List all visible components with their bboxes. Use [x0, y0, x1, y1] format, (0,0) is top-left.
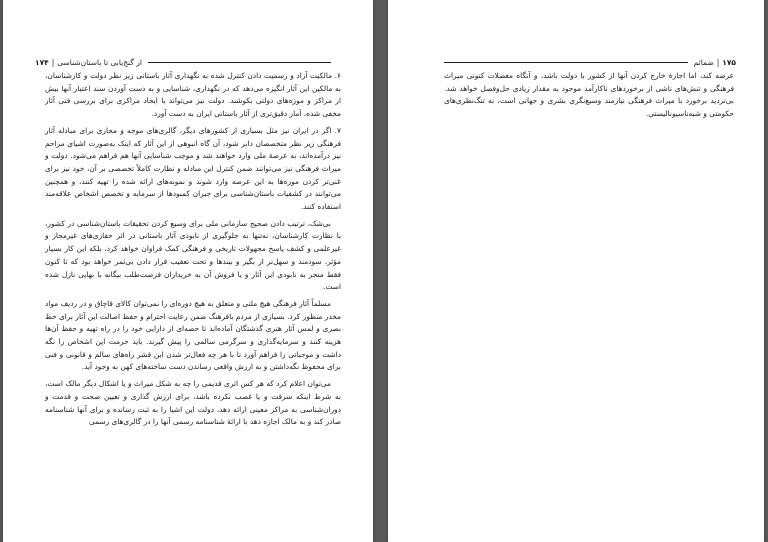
left-header-title: از گنج‌یابی تا باستان‌شناسی: [57, 58, 142, 67]
paragraph: می‌توان اعلام کرد که هر کس اثری قدیمی را چه به شکل میراث و یا اشکال دیگر مالک است، به شرط اینکه سرقت و یا غصب نکرده باشد، برای ارزش گذاری و تعیین صحت و قدمت و دوران‌شناسی به مراکز معینی ارائه دهد، دولت این اشیا را به ثبت رسانده و برای آنها شناسنامه صادر کند و به مالک اجازه دهد با ارائهٔ شناسنامه رسمی آنها را در گالری‌های رسمی: [45, 379, 341, 427]
right-page: [388, 0, 764, 542]
left-page: [3, 0, 373, 542]
running-head-separator: |: [51, 58, 55, 67]
paragraph: ۶. مالکیت آزاد و رسمیت دادن کنترل شده به نگهداری آثار باستانی زیر نظر دولت و کارشناسان، به مالکین این آثار انگیزه می‌دهد که در نگهداری، شناسایی و به دست آوردن سند اعتبار آنها بیش از مراکز و موزه‌های دولتی بکوشند. دولت نیز می‌تواند با ایجاد مراکزی برای بررسی فنی آثار مخفی شده، آمار دقیق‌تری از آثار باستانی ایران به دست آورد.: [45, 71, 341, 119]
left-body-text: [45, 70, 341, 433]
left-running-head: [35, 58, 331, 67]
paragraph: ۷. اگر در ایران نیز مثل بسیاری از کشورهای دیگر، گالری‌های موجه و مجازی برای مبادله آثار فرهنگی زیر نظر متخصصان دایر شود، آن گاه انبوهی از این آثار که اینک به‌صورت اشیای مزاحم نیز درآمده‌اند، به عرصهٔ ملی وارد خواهند شد و موجب شناسایی آنها هم فراهم می‌شود. دولت و میراث فرهنگی نیز می‌توانند ضمن کنترل این مبادله و نظارت کاملاً تخصصی بر آن، خود نیز برای غنی‌تر کردن موزه‌ها به این عرصه وارد شوند و نمونه‌های ارائه شده را تهیه کنند، و همچنین می‌توانند در کشفیات باستان‌شناسی برای جبران کمبودها از سرمایه و تخصص اشخاص علاقه‌مند استفاده کنند.: [45, 125, 341, 212]
right-running-head: [444, 58, 736, 67]
right-body-text: [444, 70, 734, 125]
left-page-number: ۱۷۴: [35, 58, 49, 67]
right-header-rule: [444, 62, 688, 63]
running-head-separator: |: [716, 58, 720, 67]
right-header-title: ضمائم: [693, 58, 714, 67]
left-header-rule: [148, 62, 331, 63]
paragraph: بی‌شک، ترتیب دادن صحیح سازمانی ملی برای وسیع کردن تحقیقات باستان‌شناسی در کشور، با نظارت کارشناسان، نه‌تنها به جلوگیری از نابودی آثار باستانی در اثر حفاری‌های غیرمجاز و غیرعلمی و کشف پاسخ مجهولات تاریخی و فرهنگی کمک فراوان خواهد کرد، بلکه این کار بسیار مؤثر، سودمند و سهل‌تر از بگیر و ببندها و تحت تعقیب قرار دادن بی‌ثمر خواهد بود که تا کنون فقط منجر به نابودی این آثار و یا فروش آن به خریداران فرصت‌طلب بیگانه با بهایی نازل شده است.: [45, 218, 341, 292]
paragraph: مسلماً آثار فرهنگی هیچ ملتی و متعلق به هیچ دوره‌ای را نمی‌توان کالای قاچاق و در ردیف مواد مخدر منظور کرد. بسیاری از مردم بافرهنگ ضمن رعایت احترام و حفظ اصالت این آثار برای حظ بصری و لمس آثار هنری گذشتگان آماده‌اند تا حصه‌ای از دارایی خود را در راه تهیه و حفظ آن‌ها هزینه کنند و سرمایه‌گذاری و سرگرمی سالمی را پیش گیرند. باید حرمت این اشخاص را نگه داشت و موجباتی را فراهم آورد تا با هر چه فعال‌تر شدن این قشر راه‌های سالم و قانونی و فنی برای محفوظ نگه‌داشتن و به ارزش واقعی رساندن دست ساخته‌های کهن به وجود آید.: [45, 298, 341, 372]
paragraph: عرضه کند، اما اجازهٔ خارج کردن آنها از کشور با دولت باشد، و آنگاه معضلات کنونی میراث فرهنگی و تنش‌های ناشی از برخوردهای ناکارآمد موجود به مقدار زیادی حل‌وفصل خواهد شد. بی‌تردید برخورد با میراث فرهنگی نیازمند وسیع‌نگری بشری و جهانی است، نه تنگ‌نظری‌های حکومتی و شبه‌ناسیونالیستی.: [444, 71, 734, 119]
right-page-number: ۱۷۵: [722, 58, 736, 67]
